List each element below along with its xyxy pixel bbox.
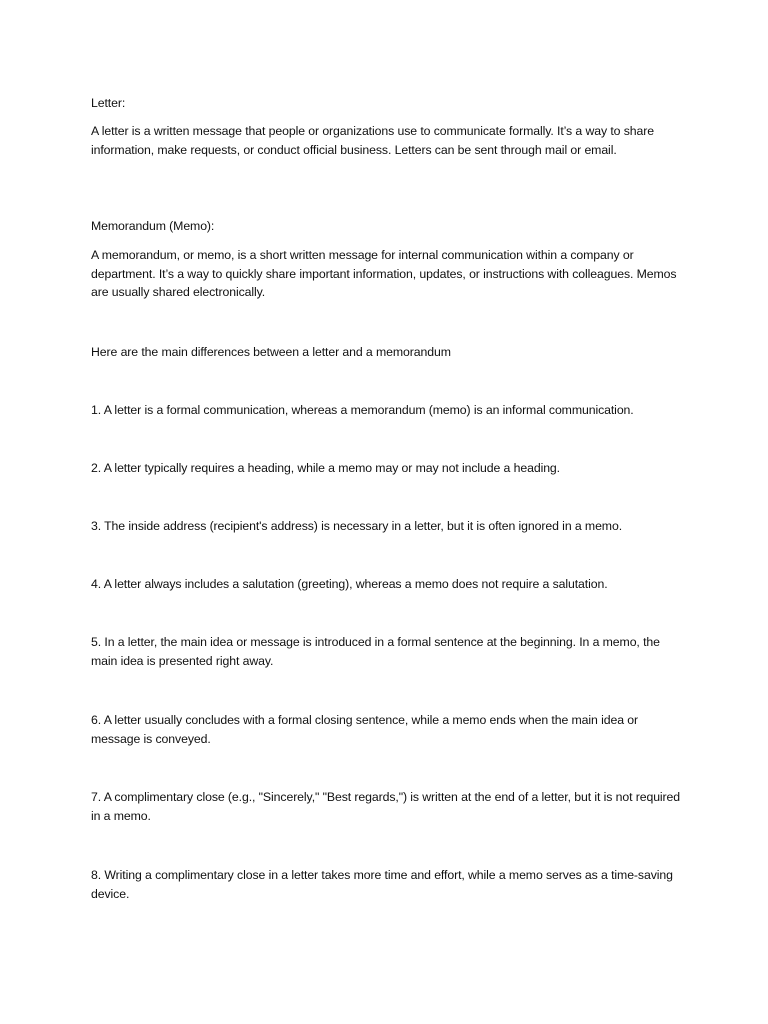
difference-item-7: 7. A complimentary close (e.g., "Sincerely," "Best regards,") is written at the end of a letter, but it is not required in a memo. [91, 790, 681, 823]
difference-item-8: 8. Writing a complimentary close in a letter takes more time and effort, while a memo serves as a time-saving device. [91, 868, 673, 901]
memo-heading: Memorandum (Memo): [91, 219, 215, 233]
difference-item-4: 4. A letter always includes a salutation (greeting), whereas a memo does not require a salutation. [91, 577, 608, 591]
differences-intro: Here are the main differences between a letter and a memorandum [91, 345, 451, 359]
letter-heading: Letter: [91, 96, 126, 110]
letter-paragraph: A letter is a written message that people or organizations use to communicate formally. It’s a way to share information, make requests, or conduct official business. Letters can be sent through mail or email. [91, 124, 654, 157]
difference-item-5: 5. In a letter, the main idea or message is introduced in a formal sentence at the beginning. In a memo, the main idea is presented right away. [91, 635, 660, 668]
memo-paragraph: A memorandum, or memo, is a short written message for internal communication within a company or department. It’s a way to quickly share important information, updates, or instructions with colleagues. Memos are usually shared electronically. [91, 248, 677, 300]
difference-item-1: 1. A letter is a formal communication, whereas a memorandum (memo) is an informal communication. [91, 403, 634, 417]
difference-item-3: 3. The inside address (recipient's address) is necessary in a letter, but it is often ignored in a memo. [91, 519, 623, 533]
difference-item-2: 2. A letter typically requires a heading, while a memo may or may not include a heading. [91, 461, 560, 475]
difference-item-6: 6. A letter usually concludes with a formal closing sentence, while a memo ends when the main idea or message is conveyed. [91, 713, 638, 746]
